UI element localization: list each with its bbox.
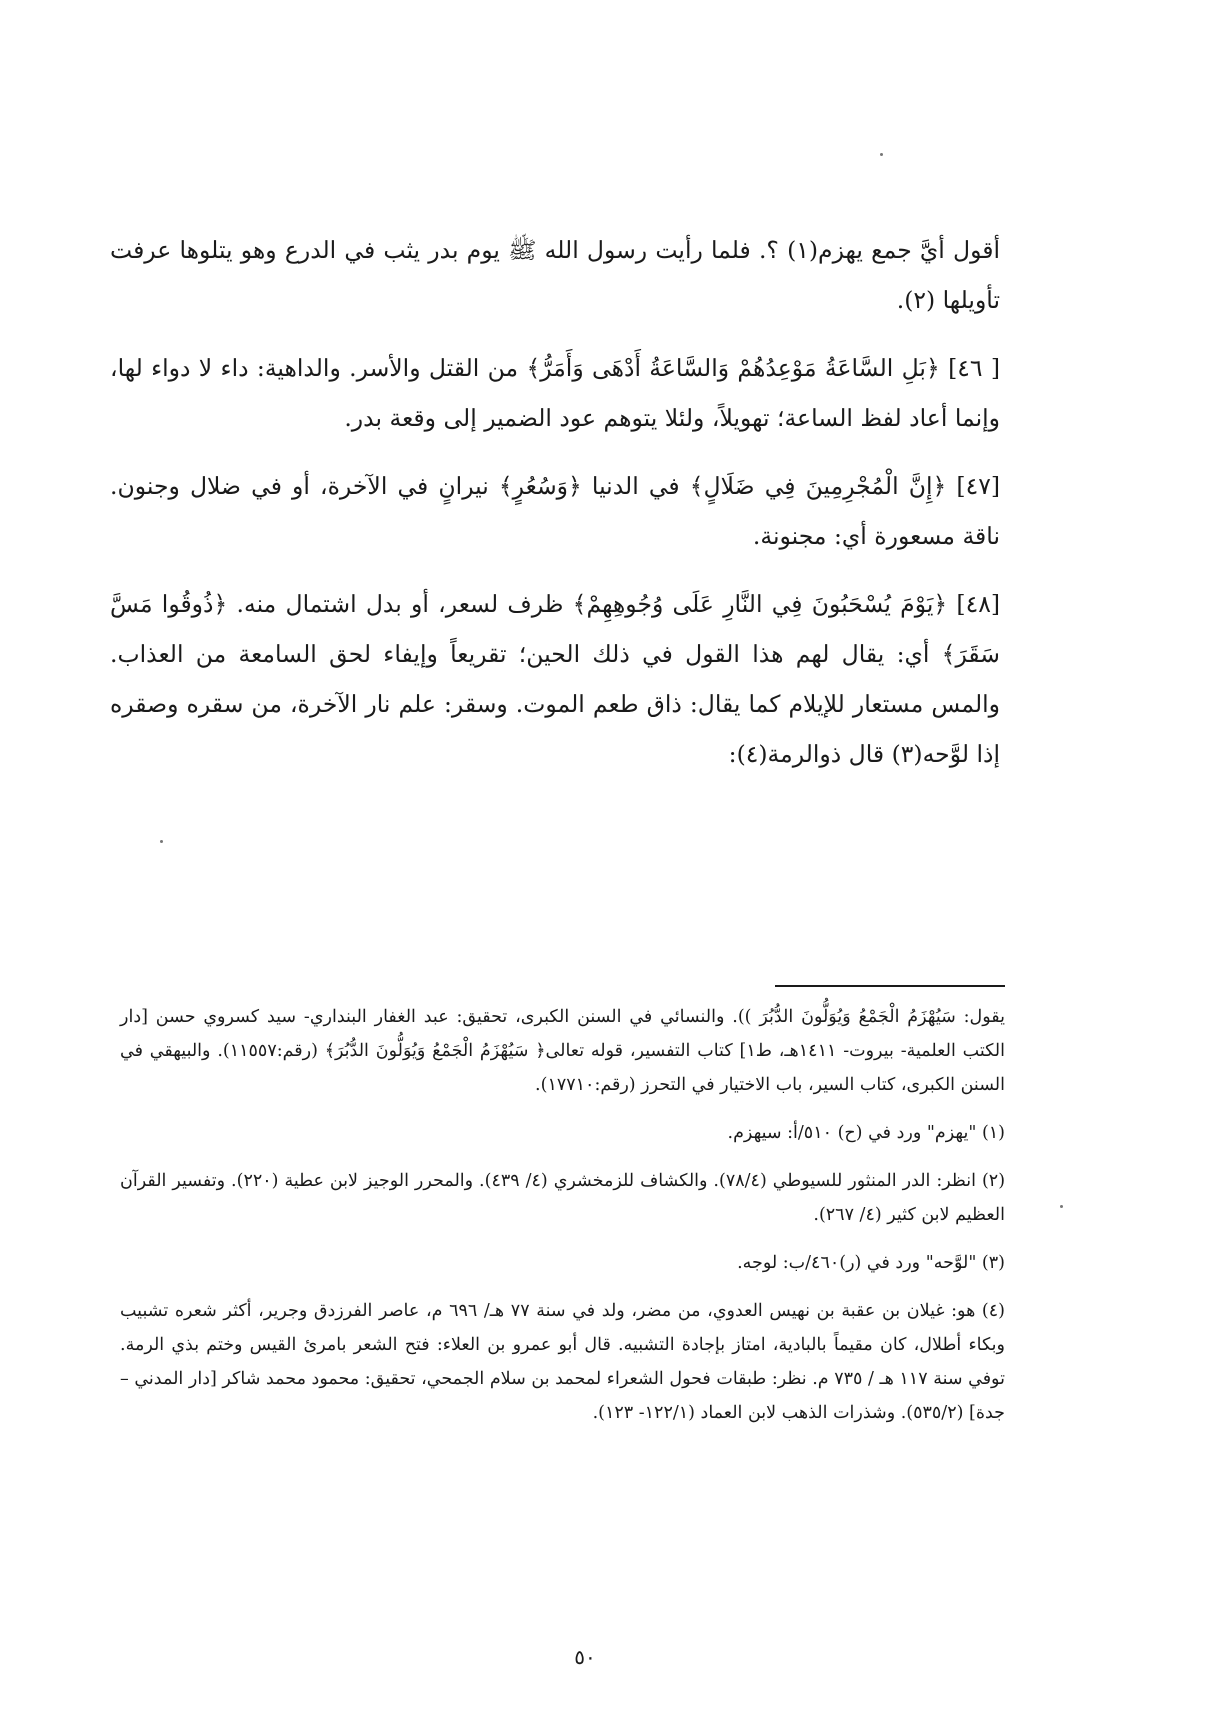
scan-speck <box>160 840 163 843</box>
footnote-continuation: يقول: سَيُهْزَمُ الْجَمْعُ وَيُوَلُّونَ الدُّبُرَ )). والنسائي في السنن الكبرى، تحقيق: عبد الغفار البنداري- سيد كسروي حسن [دار الكتب العلمية- بيروت- ١٤١١هـ، ط١] كتاب التفسير، قوله تعالى﴿ سَيُهْزَمُ الْجَمْعُ وَيُوَلُّونَ الدُّبُرَ﴾ (رقم:١١٥٥٧). والبيهقي في السنن الكبرى، كتاب السير، باب الاختيار في التحرز (رقم:١٧٧١٠). <box>120 1007 1005 1095</box>
footnote-2: (٢) انظر: الدر المنثور للسيوطي (٧٨/٤). والكشاف للزمخشري (٤/ ٤٣٩). والمحرر الوجيز لابن عطية (٢٢٠). وتفسير القرآن العظيم لابن كثير (٤/ ٢٦٧). <box>120 1171 1006 1225</box>
main-text <box>110 225 1000 779</box>
page-number: ٥٠ <box>574 1645 596 1669</box>
footnote-1: (١) "يهزم" ورد في (ح) ٥١٠/أ: سيهزم. <box>727 1123 1005 1143</box>
footnote-3: (٣) "لوَّحه" ورد في (ر)٤٦٠/ب: لوجه. <box>737 1253 1005 1273</box>
paragraph-verse-46: [ ٤٦] ﴿بَلِ السَّاعَةُ مَوْعِدُهُمْ وَالسَّاعَةُ أَدْهَى وَأَمَرُّ﴾ من القتل والأسر. والداهية: داء لا دواء لها، وإنما أعاد لفظ الساعة؛ تهويلاً، ولئلا يتوهم عود الضمير إلى وقعة بدر. <box>110 354 1000 432</box>
paragraph-verse-47: [٤٧] ﴿إِنَّ الْمُجْرِمِينَ فِي ضَلَالٍ﴾ في الدنيا ﴿وَسُعُرٍ﴾ نيرانٍ في الآخرة، أو في ضلال وجنون. ناقة مسعورة أي: مجنونة. <box>110 472 1000 550</box>
footnote-4: (٤) هو: غيلان بن عقبة بن نهيس العدوي، من مضر، ولد في سنة ٧٧ هـ/ ٦٩٦ م، عاصر الفرزدق وجرير، أكثر شعره تشبيب وبكاء أطلال، كان مقيماً بالبادية، امتاز بإجادة التشبيه. قال أبو عمرو بن العلاء: فتح الشعر بامرئ القيس وختم بذي الرمة. توفي سنة ١١٧ هـ / ٧٣٥ م. نظر: طبقات فحول الشعراء لمحمد بن سلام الجمحي، تحقيق: محمود محمد شاكر [دار المدني – جدة] (٥٣٥/٢). وشذرات الذهب لابن العماد (١٢٢/١- ١٢٣). <box>120 1301 1005 1423</box>
paragraph-intro: أقول أيَّ جمع يهزم(١) ؟. فلما رأيت رسول الله ﷺ يوم بدر يثب في الدرع وهو يتلوها عرفت تأويلها (٢). <box>110 236 1000 314</box>
scan-speck <box>880 153 883 156</box>
scan-speck <box>1060 1205 1063 1208</box>
paragraph-verse-48: [٤٨] ﴿يَوْمَ يُسْحَبُونَ فِي النَّارِ عَلَى وُجُوهِهِمْ﴾ ظرف لسعر، أو بدل اشتمال منه. ﴿ذُوقُوا مَسَّ سَقَرَ﴾ أي: يقال لهم هذا القول في ذلك الحين؛ تقريعاً وإيفاء لحق السامعة من العذاب. والمس مستعار للإيلام كما يقال: ذاق طعم الموت. وسقر: علم نار الآخرة، من سقره وصقره إذا لوَّحه(٣) قال ذوالرمة(٤): <box>110 590 1000 768</box>
footnotes <box>120 1000 1005 1430</box>
footnote-separator <box>775 985 1005 987</box>
